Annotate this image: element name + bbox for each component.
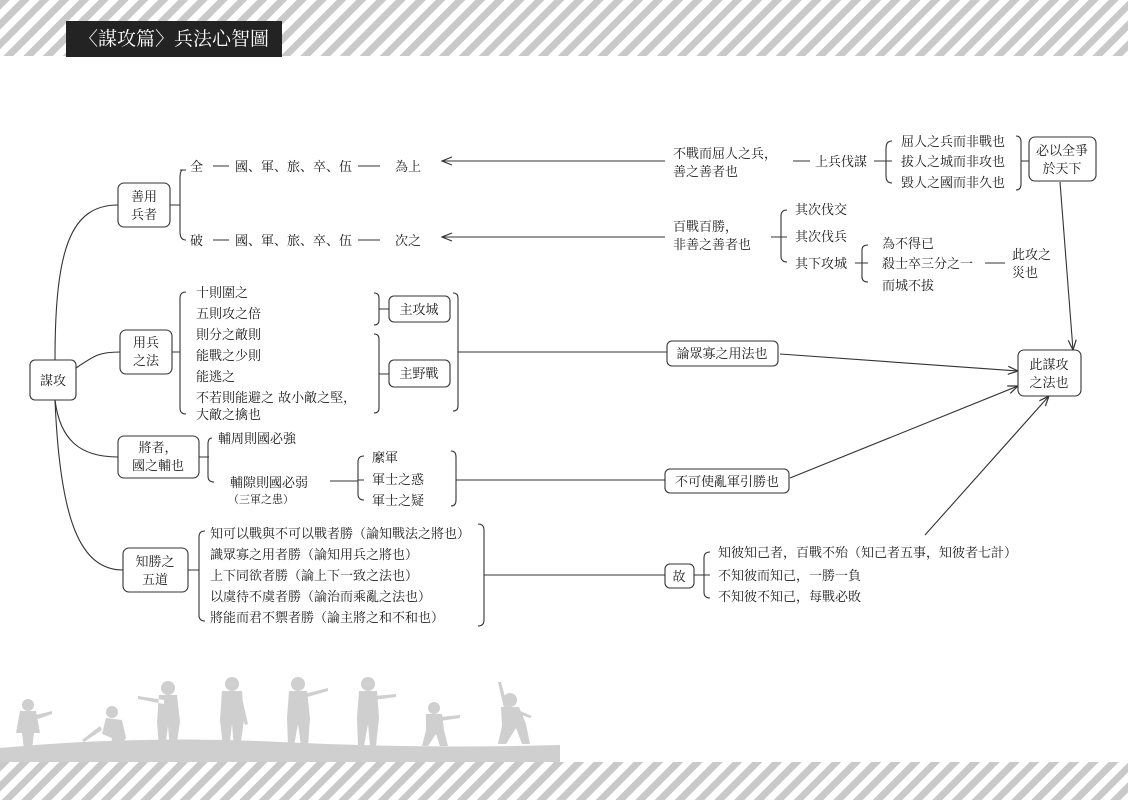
soldier-silhouettes-graphic bbox=[0, 677, 560, 762]
tag-siege: 主攻城 bbox=[399, 303, 439, 318]
result-item bbox=[718, 568, 862, 584]
victory-item-note: （論知用兵之將也） bbox=[301, 548, 419, 563]
result-item-note: （知己者五事，知彼者七計） bbox=[848, 546, 1018, 561]
method-item: 不若則能避之 故小敵之堅， bbox=[196, 391, 357, 406]
victory-item-main: 將能而君不禦者勝 bbox=[210, 611, 315, 626]
branch4-label-line1: 知勝之 bbox=[135, 555, 175, 570]
result-item-main: 不知彼而知己，一勝一負 bbox=[718, 569, 862, 584]
victory-item-main: 上下同欲者勝 bbox=[210, 569, 289, 584]
result-item-main: 不知彼不知己，每戰必敗 bbox=[718, 590, 862, 605]
row2-items: 國、軍、旅、卒、伍 bbox=[235, 234, 353, 249]
victory-item bbox=[210, 589, 431, 605]
row2-result: 次之 bbox=[395, 234, 422, 249]
method-item: 五則攻之倍 bbox=[196, 307, 262, 322]
victory-item bbox=[210, 568, 418, 584]
victory-item bbox=[210, 547, 418, 563]
next-item: 其次伐兵 bbox=[795, 230, 848, 245]
best-result-line2: 於天下 bbox=[1042, 162, 1082, 177]
best-strategy: 上兵伐謀 bbox=[815, 155, 868, 170]
branch2-label-line2: 之法 bbox=[132, 354, 160, 369]
siege-item: 而城不拔 bbox=[882, 279, 935, 294]
victory-item-note: （論上下一致之法也） bbox=[288, 569, 419, 584]
victory-item-main: 知可以戰與不可以戰者勝 bbox=[210, 527, 354, 542]
best-item: 屈人之兵而非戰也 bbox=[901, 135, 1006, 150]
siege-item: 為不得已 bbox=[882, 237, 935, 252]
next-item: 其次伐交 bbox=[795, 203, 848, 218]
siege-result-line2: 災也 bbox=[1012, 266, 1039, 281]
branch1-label-line2: 兵者 bbox=[130, 208, 158, 223]
row1-result: 為上 bbox=[395, 160, 422, 175]
result-item-main: 知彼知己者，百戰不殆 bbox=[718, 546, 849, 561]
best-item: 拔人之城而非攻也 bbox=[901, 155, 1006, 170]
root-label: 謀攻 bbox=[39, 374, 67, 389]
trouble-item: 軍士之疑 bbox=[372, 494, 425, 509]
method-item: 十則圍之 bbox=[196, 286, 249, 301]
victory-item-note: （論知戰法之將也） bbox=[353, 527, 471, 542]
node-boxes bbox=[30, 137, 1096, 592]
victory-item-main: 識眾寡之用者勝 bbox=[210, 548, 302, 563]
quote1-line2: 善之善者也 bbox=[673, 165, 739, 180]
general-item: 輔周則國必強 bbox=[218, 432, 297, 447]
victory-item-note: （論主將之和不和也） bbox=[314, 611, 445, 626]
trouble-item: 軍士之惑 bbox=[372, 473, 425, 488]
victory-item-note: （論治而乘亂之法也） bbox=[301, 590, 432, 605]
victory-item-main: 以虞待不虞者勝 bbox=[210, 590, 302, 605]
branch2-label-line1: 用兵 bbox=[132, 336, 160, 351]
branch1-label-line1: 善用 bbox=[130, 190, 158, 205]
row1-head: 全 bbox=[190, 160, 204, 175]
row2-head: 破 bbox=[190, 234, 204, 249]
victory-item bbox=[210, 610, 444, 626]
best-item: 毀人之國而非久也 bbox=[901, 176, 1006, 191]
method-item: 能戰之少則 bbox=[196, 349, 262, 364]
therefore-label: 故 bbox=[672, 570, 686, 585]
siege-result-line1: 此攻之 bbox=[1012, 248, 1052, 263]
general-item: 輔隙則國必弱 bbox=[230, 476, 309, 491]
conclusion2: 論眾寡之用法也 bbox=[676, 347, 768, 362]
method-item: 大敵之擒也 bbox=[196, 408, 262, 423]
siege-item: 殺士卒三分之一 bbox=[882, 257, 974, 272]
branch3-label-line2: 國之輔也 bbox=[131, 459, 185, 474]
quote2-line2: 非善之善者也 bbox=[673, 238, 752, 253]
method-item: 則分之敵則 bbox=[196, 328, 262, 343]
tag-field: 主野戰 bbox=[399, 367, 439, 382]
center-label-line1: 此謀攻 bbox=[1029, 358, 1069, 373]
trouble-item: 縻軍 bbox=[372, 451, 399, 466]
method-item: 能逃之 bbox=[196, 370, 236, 385]
victory-item bbox=[210, 526, 470, 542]
result-item bbox=[718, 589, 861, 605]
result-item bbox=[718, 545, 1017, 561]
quote1-line1: 不戰而屈人之兵， bbox=[673, 147, 778, 162]
best-result-line1: 必以全爭 bbox=[1035, 144, 1089, 159]
quote2-line1: 百戰百勝， bbox=[673, 220, 739, 235]
node-texts bbox=[40, 134, 1088, 626]
general-item-note: （三軍之患） bbox=[228, 493, 294, 506]
center-label-line2: 之法也 bbox=[1029, 376, 1069, 391]
page-title: 〈謀攻篇〉兵法心智圖 bbox=[66, 21, 282, 57]
row1-items: 國、軍、旅、卒、伍 bbox=[235, 160, 353, 175]
branch4-label-line2: 五道 bbox=[141, 573, 169, 588]
next-item: 其下攻城 bbox=[795, 257, 848, 272]
branch3-label-line1: 將者， bbox=[138, 441, 178, 456]
conclusion3: 不可使亂軍引勝也 bbox=[674, 475, 780, 490]
